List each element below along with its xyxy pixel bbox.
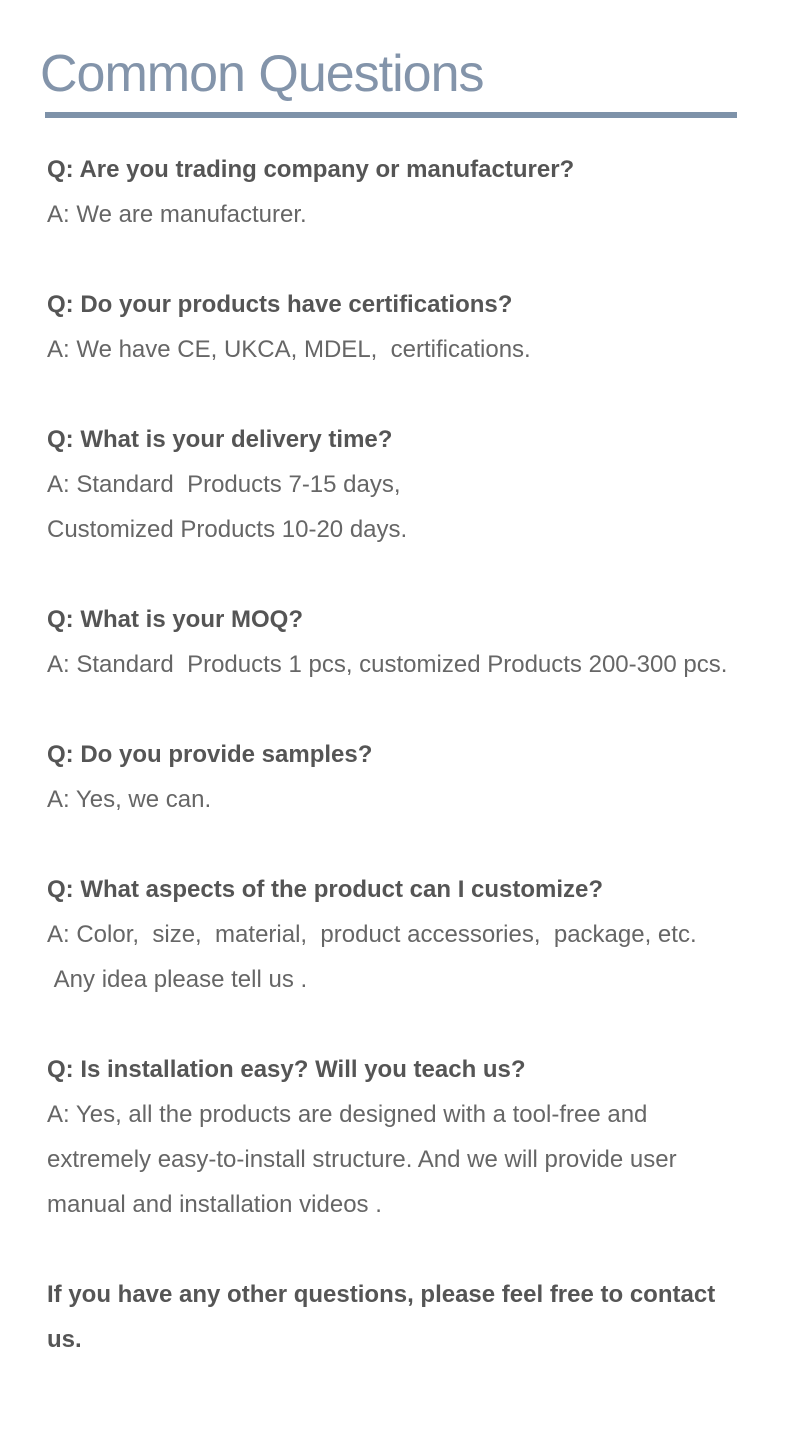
faq-item	[47, 417, 750, 552]
answer-text: extremely easy-to-install structure. And we will provide user	[47, 1146, 677, 1173]
answer-text: Customized Products 10-20 days.	[47, 516, 408, 543]
faq-item	[47, 867, 750, 1002]
faq-item	[47, 732, 750, 822]
answer-text: A: Standard Products 7-15 days,	[47, 471, 401, 498]
answer-text: A: Yes, all the products are designed with a tool-free and	[47, 1101, 648, 1128]
question-text: Q: Do you provide samples?	[47, 741, 373, 768]
question-text: Q: Is installation easy? Will you teach us?	[47, 1056, 526, 1083]
faq-item	[47, 282, 750, 372]
answer-text: manual and installation videos .	[47, 1191, 382, 1218]
faq-section	[47, 118, 750, 1227]
page-header	[40, 46, 737, 102]
page-title: Common Questions	[40, 45, 484, 103]
faq-item	[47, 597, 750, 687]
question-text: Q: What is your MOQ?	[47, 606, 303, 633]
question-text: Q: What aspects of the product can I customize?	[47, 876, 604, 903]
answer-text: Any idea please tell us .	[47, 966, 308, 993]
faq-item	[47, 1047, 750, 1227]
answer-text: A: Standard Products 1 pcs, customized Products 200-300 pcs.	[47, 651, 728, 678]
answer-text: A: We are manufacturer.	[47, 201, 307, 228]
answer-text: A: Yes, we can.	[47, 786, 212, 813]
question-text: Q: Are you trading company or manufacturer?	[47, 156, 575, 183]
question-text: Q: What is your delivery time?	[47, 426, 393, 453]
faq-item	[47, 147, 750, 237]
footer-note: If you have any other questions, please feel free to contact us.	[47, 1281, 722, 1353]
answer-text: A: We have CE, UKCA, MDEL, certifications.	[47, 336, 531, 363]
question-text: Q: Do your products have certifications?	[47, 291, 513, 318]
answer-text: A: Color, size, material, product accessories, package, etc.	[47, 921, 697, 948]
